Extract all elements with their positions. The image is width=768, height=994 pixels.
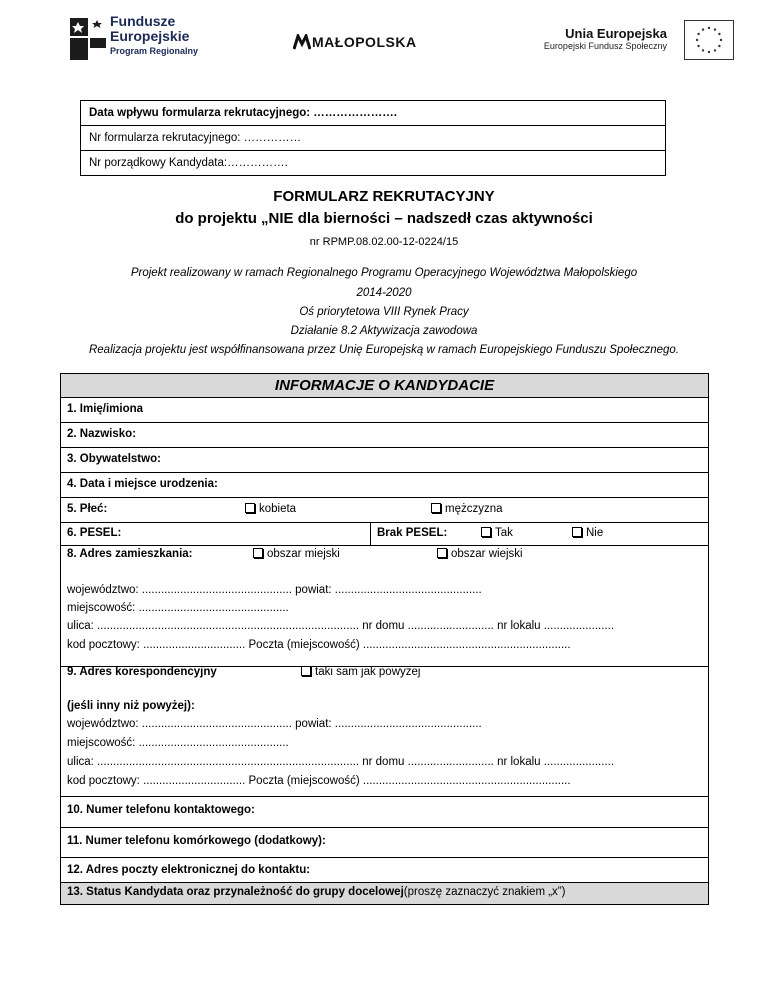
checkbox-male[interactable] [431, 503, 503, 515]
residence-locality-line[interactable]: miejscowość: ............................................... [67, 602, 289, 614]
residence-street-line[interactable]: ulica: .................................................................................. nr domu ........................... nr lokalu ...................... [67, 620, 615, 632]
residence-postal-line[interactable]: kod pocztowy: ................................ Poczta (miejscowość) ................................................................. [67, 639, 571, 651]
field-correspondence-label: 9. Adres korespondencyjny [67, 666, 217, 678]
field-phone-label: 10. Numer telefonu kontaktowego: [67, 804, 255, 816]
field-residence-label: 8. Adres zamieszkania: [67, 548, 193, 560]
corr-locality-line[interactable]: miejscowość: ............................................... [67, 737, 289, 749]
checkbox-icon [572, 527, 582, 537]
corr-voivodeship-line[interactable]: województwo: ............................................... powiat: .............................................. [67, 718, 482, 730]
correspondence-note: (jeśli inny niż powyżej): [67, 700, 195, 712]
malopolska-logo-icon [293, 34, 311, 50]
project-name: do projektu „NIE dla bierności – nadszedł czas aktywności [175, 210, 593, 227]
fundusze-europejskie-logo [68, 14, 108, 62]
checkbox-female-label: kobieta [259, 503, 297, 515]
field-email[interactable] [61, 858, 708, 883]
fundusze-europejskie-text [110, 14, 198, 59]
checkbox-same-address[interactable] [301, 666, 420, 678]
field-first-name[interactable] [61, 398, 708, 423]
checkbox-no-pesel-yes[interactable] [481, 527, 513, 539]
intake-date-row[interactable]: Data wpływu formularza rekrutacyjnego: …………………. [81, 101, 665, 126]
intake-table [80, 100, 666, 176]
field-status-label-bold: 13. Status Kandydata oraz przynależność do grupy docelowej [67, 886, 404, 898]
field-pesel [61, 523, 708, 546]
fe-title-2: Europejskie [110, 28, 190, 44]
project-info-1: Projekt realizowany w ramach Regionalnego Programu Operacyjnego Województwa Małopolskiego [130, 267, 638, 279]
checkbox-no-pesel-no[interactable] [572, 527, 603, 539]
field-pesel-label: 6. PESEL: [67, 527, 122, 539]
checkbox-rural-label: obszar wiejski [451, 548, 523, 560]
field-last-name[interactable] [61, 423, 708, 448]
project-info-2: 2014-2020 [356, 287, 412, 299]
intake-form-number-row[interactable]: Nr formularza rekrutacyjnego: …………… [81, 126, 665, 151]
no-pesel-label: Brak PESEL: [377, 527, 448, 539]
field-email-label: 12. Adres poczty elektronicznej do kontaktu: [67, 864, 311, 876]
checkbox-urban-label: obszar miejski [267, 548, 340, 560]
form-title: FORMULARZ REKRUTACYJNY [273, 188, 495, 205]
checkbox-female[interactable] [245, 503, 296, 515]
field-mobile[interactable] [61, 828, 708, 858]
malopolska-logo-text: MAŁOPOLSKA [312, 34, 417, 50]
ue-title: Unia Europejska [565, 26, 667, 41]
checkbox-male-label: mężczyzna [445, 503, 503, 515]
field-first-name-label: 1. Imię/imiona [67, 403, 144, 415]
checkbox-rural[interactable] [437, 548, 523, 560]
checkbox-yes-label: Tak [495, 527, 513, 539]
checkbox-icon [245, 503, 255, 513]
intake-candidate-number-row[interactable]: Nr porządkowy Kandydata:……………. [89, 157, 288, 169]
eu-flag-icon [684, 20, 734, 60]
checkbox-icon [301, 666, 311, 676]
field-birth-label: 4. Data i miejsce urodzenia: [67, 478, 218, 490]
field-status-label-note: (proszę zaznaczyć znakiem „x”) [403, 886, 566, 898]
field-citizenship-label: 3. Obywatelstwo: [67, 453, 161, 465]
form-section-header: INFORMACJE O KANDYDACIE [61, 374, 708, 398]
project-info-5: Realizacja projektu jest współfinansowana przez Unię Europejską w ramach Europejskiego Funduszu Społecznego. [88, 344, 679, 356]
residence-voivodeship-line[interactable]: województwo: ............................................... powiat: .............................................. [67, 584, 482, 596]
field-citizenship[interactable] [61, 448, 708, 473]
fe-subtitle: Program Regionalny [110, 46, 199, 56]
field-sex-label: 5. Płeć: [67, 503, 108, 515]
field-correspondence-address [61, 667, 708, 797]
checkbox-same-address-label: taki sam jak powyżej [315, 666, 421, 678]
field-status [61, 883, 708, 904]
checkbox-icon [481, 527, 491, 537]
field-status-label [67, 886, 565, 898]
checkbox-icon [253, 548, 263, 558]
ue-subtitle: Europejski Fundusz Społeczny [543, 41, 667, 51]
checkbox-icon [437, 548, 447, 558]
corr-postal-line[interactable]: kod pocztowy: ................................ Poczta (miejscowość) ................................................................. [67, 775, 571, 787]
project-number: nr RPMP.08.02.00-12-0224/15 [309, 236, 459, 248]
project-info-4: Działanie 8.2 Aktywizacja zawodowa [290, 325, 478, 337]
unia-europejska-text [537, 26, 667, 51]
checkbox-icon [431, 503, 441, 513]
pesel-divider [370, 523, 371, 545]
field-phone[interactable] [61, 797, 708, 828]
candidate-info-form [60, 373, 709, 905]
project-info-3: Oś priorytetowa VIII Rynek Pracy [299, 306, 469, 318]
field-residence-address [61, 546, 708, 667]
fe-title-1: Fundusze [110, 13, 176, 29]
field-last-name-label: 2. Nazwisko: [67, 428, 137, 440]
checkbox-no-label: Nie [586, 527, 604, 539]
field-mobile-label: 11. Numer telefonu komórkowego (dodatkowy): [67, 835, 326, 847]
field-sex [61, 498, 708, 523]
field-birth[interactable] [61, 473, 708, 498]
corr-street-line[interactable]: ulica: .................................................................................. nr domu ........................... nr lokalu ...................... [67, 756, 615, 768]
checkbox-urban[interactable] [253, 548, 340, 560]
